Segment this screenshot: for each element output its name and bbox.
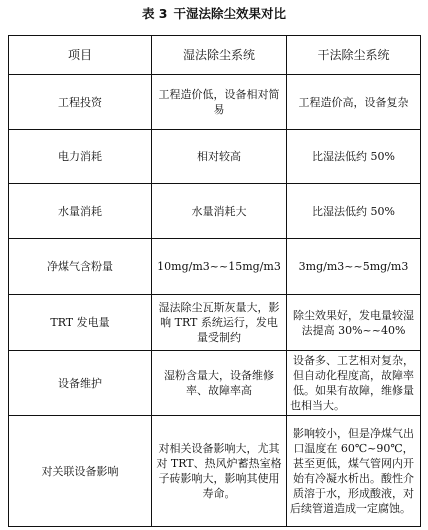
header-row	[9, 36, 421, 75]
dry-cell: 除尘效果好，发电量较湿法提高 30%~~40%	[287, 295, 421, 351]
table-row	[9, 184, 421, 239]
wet-cell: 湿粉含量大，设备维修率、故障率高	[152, 351, 287, 416]
row-label: 净煤气含粉量	[9, 239, 152, 295]
row-label: 电力消耗	[9, 130, 152, 184]
row-label: 工程投资	[9, 75, 152, 130]
table-title: 干湿法除尘效果对比	[173, 6, 287, 21]
row-label: 设备维护	[9, 351, 152, 416]
wet-cell: 工程造价低，设备相对简易	[152, 75, 287, 130]
header-cell-dry: 干法除尘系统	[287, 36, 421, 75]
table-row	[9, 239, 421, 295]
wet-cell: 对相关设备影响大，尤其对 TRT、热风炉蓄热室格子砖影响大，影响其使用寿命。	[152, 416, 287, 527]
row-label: 对关联设备影响	[9, 416, 152, 527]
table-row	[9, 295, 421, 351]
table-caption	[0, 6, 428, 22]
header-cell-item: 项目	[9, 36, 152, 75]
dry-cell: 设备多、工艺相对复杂，但自动化程度高，故障率低。如果有故障，维修量也相当大。	[287, 351, 421, 416]
dry-cell: 3mg/m3~~5mg/m3	[287, 239, 421, 295]
table-row	[9, 351, 421, 416]
wet-cell: 水量消耗大	[152, 184, 287, 239]
dry-cell: 比湿法低约 50%	[287, 130, 421, 184]
dry-cell: 比湿法低约 50%	[287, 184, 421, 239]
wet-cell: 湿法除尘瓦斯灰量大，影响 TRT 系统运行，发电量受制约	[152, 295, 287, 351]
header-cell-wet: 湿法除尘系统	[152, 36, 287, 75]
dry-cell: 影响较小，但是净煤气出口温度在 60℃~90℃，甚至更低，煤气管网内开始有冷凝水析出。酸性介质溶于水，形成酸液，对后续管道造成一定腐蚀。	[287, 416, 421, 527]
table-number: 表 3	[141, 6, 168, 21]
row-label: TRT 发电量	[9, 295, 152, 351]
wet-cell: 10mg/m3~~15mg/m3	[152, 239, 287, 295]
table-row	[9, 416, 421, 527]
comparison-table	[8, 35, 421, 527]
table-row	[9, 130, 421, 184]
row-label: 水量消耗	[9, 184, 152, 239]
wet-cell: 相对较高	[152, 130, 287, 184]
table-row	[9, 75, 421, 130]
dry-cell: 工程造价高，设备复杂	[287, 75, 421, 130]
